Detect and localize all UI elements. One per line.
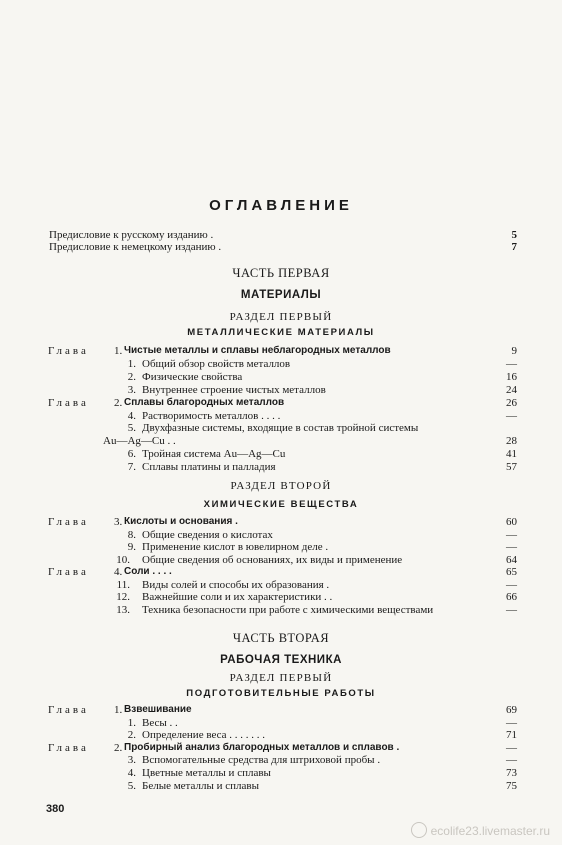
page-number: 71 bbox=[506, 729, 517, 742]
toc-row bbox=[48, 371, 517, 383]
item-title: Техника безопасности при работе с химическими веществами bbox=[142, 603, 434, 616]
page-number: 73 bbox=[506, 767, 517, 779]
item-title: Весы . . bbox=[142, 716, 178, 729]
item-number: 1. bbox=[127, 357, 136, 370]
page-number: 65 bbox=[506, 566, 517, 578]
page-number: 16 bbox=[506, 370, 517, 383]
item-title: Двухфазные системы, входящие в состав тройной системы bbox=[142, 422, 419, 435]
item-number: 4. bbox=[127, 767, 136, 779]
item-title: Цветные металлы и сплавы bbox=[142, 767, 271, 779]
item-title: Общие сведения об основаниях, их виды и применение bbox=[142, 553, 403, 566]
page-number: 64 bbox=[506, 553, 517, 566]
toc-row bbox=[48, 461, 517, 473]
page-number: 24 bbox=[506, 383, 517, 396]
item-title: Физические свойства bbox=[142, 370, 243, 383]
part1-section2-label: РАЗДЕЛ ВТОРОЙ bbox=[230, 480, 332, 492]
toc-row bbox=[48, 541, 517, 553]
item-title: Au—Ag—Cu . . bbox=[103, 435, 176, 448]
page-number: — bbox=[506, 603, 517, 616]
item-title: Сплавы платины и палладия bbox=[142, 461, 276, 474]
item-number: 5. bbox=[127, 779, 136, 792]
chapter-row bbox=[48, 516, 517, 528]
chapter-number: 2. bbox=[114, 741, 123, 754]
item-title: Белые металлы и сплавы bbox=[142, 779, 259, 792]
chapter-label: Глава bbox=[48, 704, 89, 716]
page-number: — bbox=[506, 357, 517, 370]
item-number: 3. bbox=[127, 383, 136, 396]
chapter-row bbox=[48, 742, 517, 754]
item-title: Определение веса . . . . . . . bbox=[142, 729, 266, 742]
toc-row bbox=[48, 780, 517, 792]
item-title: Важнейшие соли и их характеристики . . bbox=[142, 591, 333, 603]
page-number: 28 bbox=[506, 435, 517, 448]
toc-row bbox=[48, 448, 517, 460]
page-number: 9 bbox=[511, 345, 517, 357]
page-number: — bbox=[506, 754, 517, 767]
chapter-number: 3. bbox=[114, 516, 123, 528]
item-number: 8. bbox=[127, 528, 136, 541]
chapter-number: 1. bbox=[114, 704, 123, 716]
item-title: Внутреннее строение чистых металлов bbox=[142, 383, 326, 396]
toc-row bbox=[48, 717, 517, 729]
chapter-title: Кислоты и основания . bbox=[124, 516, 238, 527]
page-number: — bbox=[506, 409, 517, 422]
toc-row bbox=[48, 529, 517, 541]
toc-row bbox=[48, 435, 517, 447]
chapter-title: Пробирный анализ благородных металлов и сплавов . bbox=[124, 741, 400, 753]
item-number: 3. bbox=[127, 754, 136, 767]
chapter-row bbox=[48, 397, 517, 409]
page-title: ОГЛАВЛЕНИЕ bbox=[209, 197, 353, 214]
chapter-number: 2. bbox=[114, 396, 123, 409]
chapter-label: Глава bbox=[48, 516, 89, 528]
item-number: 6. bbox=[127, 448, 136, 461]
page-number: 75 bbox=[506, 779, 517, 792]
toc-row bbox=[48, 729, 517, 741]
chapter-row bbox=[48, 345, 517, 357]
item-title: Растворимость металлов . . . . bbox=[142, 409, 281, 422]
chapter-number: 4. bbox=[114, 566, 123, 578]
chapter-label: Глава bbox=[48, 741, 89, 754]
page-number: — bbox=[506, 528, 517, 541]
part1-section2-title: ХИМИЧЕСКИЕ ВЕЩЕСТВА bbox=[203, 499, 359, 510]
toc-row bbox=[48, 579, 517, 591]
toc-row bbox=[48, 604, 517, 616]
watermark-logo-icon bbox=[411, 822, 427, 838]
preface-title: Предисловие к русскому изданию . bbox=[49, 229, 214, 241]
item-title: Общий обзор свойств металлов bbox=[142, 357, 291, 370]
toc-row bbox=[48, 767, 517, 779]
item-number: 9. bbox=[127, 541, 136, 553]
page-number: 57 bbox=[506, 461, 517, 474]
part1-section1-label: РАЗДЕЛ ПЕРВЫЙ bbox=[229, 311, 333, 323]
page-number: 41 bbox=[506, 448, 517, 461]
item-number: 11. bbox=[116, 578, 130, 591]
chapter-label: Глава bbox=[48, 566, 89, 578]
item-number: 5. bbox=[127, 422, 136, 435]
item-number: 2. bbox=[127, 729, 136, 742]
item-number: 12. bbox=[116, 591, 130, 603]
part2-section1-title: ПОДГОТОВИТЕЛЬНЫЕ РАБОТЫ bbox=[186, 688, 376, 699]
page-number: 26 bbox=[506, 396, 517, 409]
preface-page: 5 bbox=[511, 229, 517, 241]
toc-row bbox=[48, 384, 517, 396]
page-number: 66 bbox=[506, 591, 517, 603]
chapter-title: Сплавы благородных металлов bbox=[124, 396, 285, 408]
preface-row bbox=[49, 241, 517, 254]
item-title: Общие сведения о кислотах bbox=[142, 528, 273, 541]
page-number: — bbox=[506, 541, 517, 553]
page-number: 69 bbox=[506, 704, 517, 716]
watermark bbox=[411, 822, 550, 838]
item-number: 13. bbox=[116, 603, 130, 616]
page-number: — bbox=[506, 716, 517, 729]
preface-page: 7 bbox=[511, 241, 517, 253]
toc-row bbox=[48, 554, 517, 566]
chapter-title: Соли . . . . bbox=[124, 566, 172, 577]
page-number: — bbox=[506, 741, 517, 754]
part1-label: ЧАСТЬ ПЕРВАЯ bbox=[232, 266, 330, 280]
chapter-title: Чистые металлы и сплавы неблагородных металлов bbox=[124, 345, 391, 356]
item-number: 4. bbox=[127, 409, 136, 422]
toc-row bbox=[48, 410, 517, 422]
item-number: 7. bbox=[127, 461, 136, 474]
toc-row bbox=[48, 754, 517, 766]
item-title: Вспомогательные средства для штриховой пробы . bbox=[142, 754, 381, 767]
chapter-label: Глава bbox=[48, 396, 89, 409]
part1-section1-title: МЕТАЛЛИЧЕСКИЕ МАТЕРИАЛЫ bbox=[187, 327, 375, 338]
footer-page-number: 380 bbox=[46, 803, 65, 815]
item-title: Виды солей и способы их образования . bbox=[142, 578, 330, 591]
item-title: Применение кислот в ювелирном деле . bbox=[142, 541, 329, 553]
page-number: 60 bbox=[506, 516, 517, 528]
chapter-row bbox=[48, 704, 517, 716]
preface-title: Предисловие к немецкому изданию . bbox=[49, 241, 222, 253]
toc-row bbox=[48, 422, 517, 434]
toc-row bbox=[48, 591, 517, 603]
item-number: 2. bbox=[127, 370, 136, 383]
chapter-number: 1. bbox=[114, 345, 123, 357]
chapter-title: Взвешивание bbox=[124, 704, 192, 715]
item-title: Тройная система Au—Ag—Cu bbox=[142, 448, 286, 461]
part2-label: ЧАСТЬ ВТОРАЯ bbox=[232, 631, 330, 645]
part1-title: МАТЕРИАЛЫ bbox=[240, 289, 322, 301]
item-number: 1. bbox=[127, 716, 136, 729]
watermark-text: ecolife23.livemaster.ru bbox=[430, 824, 550, 838]
chapter-label: Глава bbox=[48, 345, 89, 357]
toc-row bbox=[48, 358, 517, 370]
item-number: 10. bbox=[116, 553, 130, 566]
page-number: — bbox=[506, 578, 517, 591]
chapter-row bbox=[48, 566, 517, 578]
part2-section1-label: РАЗДЕЛ ПЕРВЫЙ bbox=[229, 672, 333, 684]
part2-title: РАБОЧАЯ ТЕХНИКА bbox=[220, 654, 342, 666]
